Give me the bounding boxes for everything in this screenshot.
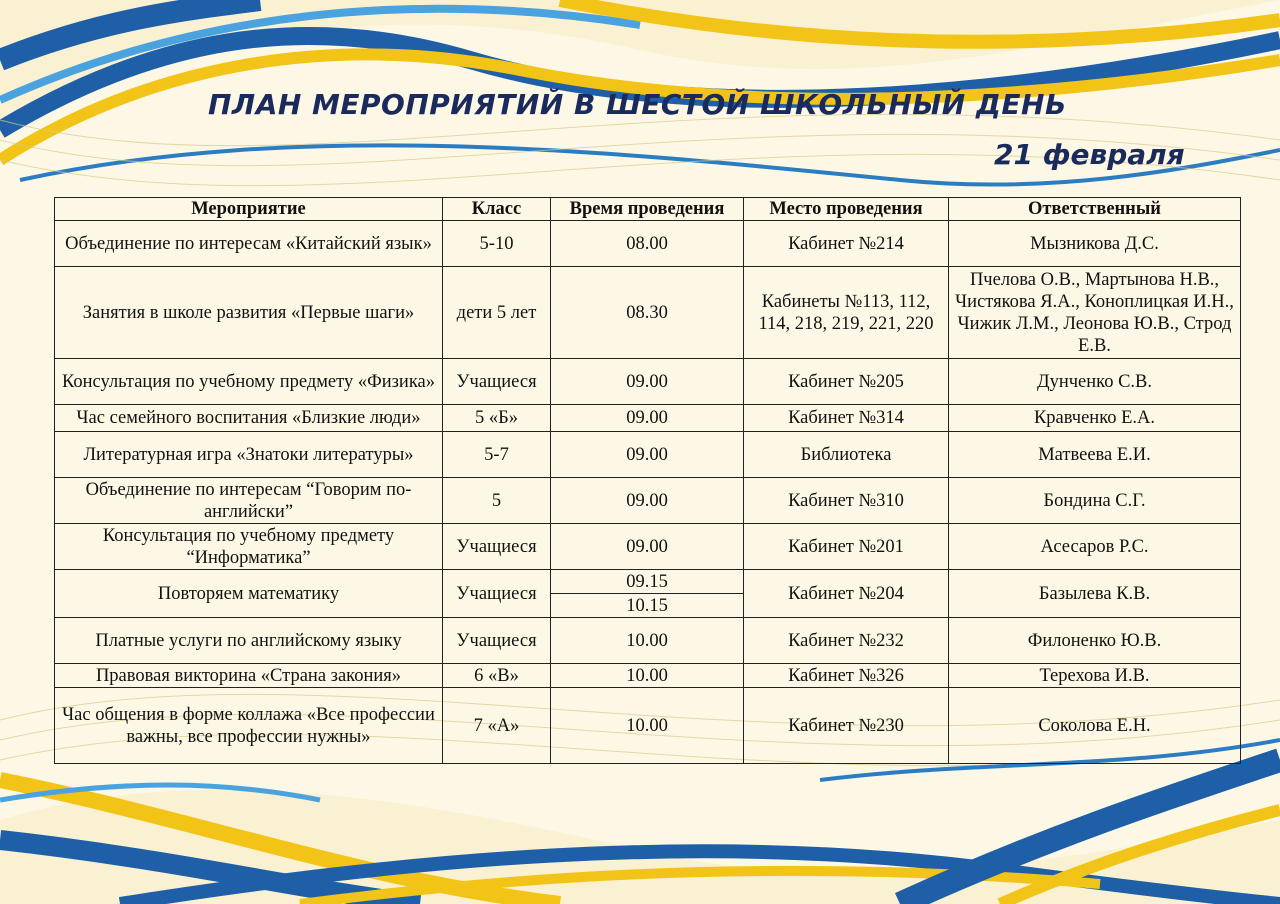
cell-time: 09.15 xyxy=(551,570,744,594)
table-row xyxy=(55,664,1241,688)
table-row xyxy=(55,221,1241,267)
table-header-row xyxy=(55,198,1241,221)
cell-time: 10.00 xyxy=(551,618,744,664)
cell-place: Кабинет №310 xyxy=(744,478,949,524)
table-row xyxy=(55,432,1241,478)
cell-responsible: Соколова Е.Н. xyxy=(949,688,1241,764)
cell-responsible: Дунченко С.В. xyxy=(949,359,1241,405)
table-row xyxy=(55,688,1241,764)
header-event: Мероприятие xyxy=(55,198,443,221)
cell-place: Кабинет №326 xyxy=(744,664,949,688)
table-row xyxy=(55,478,1241,524)
cell-responsible: Терехова И.В. xyxy=(949,664,1241,688)
cell-class: 5-10 xyxy=(443,221,551,267)
cell-time: 09.00 xyxy=(551,432,744,478)
table-row xyxy=(55,618,1241,664)
cell-place: Кабинет №205 xyxy=(744,359,949,405)
page-title: ПЛАН МЕРОПРИЯТИЙ В ШЕСТОЙ ШКОЛЬНЫЙ ДЕНЬ xyxy=(208,88,1067,121)
cell-class: 6 «В» xyxy=(443,664,551,688)
cell-class: Учащиеся xyxy=(443,359,551,405)
cell-place: Кабинеты №113, 112, 114, 218, 219, 221, 220 xyxy=(744,267,949,359)
table-row xyxy=(55,359,1241,405)
cell-class: 5 «Б» xyxy=(443,405,551,432)
cell-responsible: Асесаров Р.С. xyxy=(949,524,1241,570)
header-place: Место проведения xyxy=(744,198,949,221)
cell-event: Правовая викторина «Страна закония» xyxy=(55,664,443,688)
cell-class: Учащиеся xyxy=(443,524,551,570)
cell-time: 09.00 xyxy=(551,405,744,432)
cell-time: 09.00 xyxy=(551,478,744,524)
cell-event: Объединение по интересам «Китайский язык» xyxy=(55,221,443,267)
cell-responsible: Базылева К.В. xyxy=(949,570,1241,618)
cell-place: Кабинет №314 xyxy=(744,405,949,432)
cell-place: Кабинет №214 xyxy=(744,221,949,267)
table-row xyxy=(55,570,1241,594)
cell-time: 09.00 xyxy=(551,359,744,405)
cell-time: 10.00 xyxy=(551,664,744,688)
header-class: Класс xyxy=(443,198,551,221)
cell-class: 5-7 xyxy=(443,432,551,478)
cell-time-second: 10.15 xyxy=(551,594,744,618)
cell-responsible: Кравченко Е.А. xyxy=(949,405,1241,432)
cell-time: 10.00 xyxy=(551,688,744,764)
header-responsible: Ответственный xyxy=(949,198,1241,221)
cell-class: Учащиеся xyxy=(443,570,551,618)
cell-class: Учащиеся xyxy=(443,618,551,664)
cell-event: Повторяем математику xyxy=(55,570,443,618)
table-row xyxy=(55,267,1241,359)
cell-place: Кабинет №201 xyxy=(744,524,949,570)
cell-time: 08.00 xyxy=(551,221,744,267)
cell-responsible: Филоненко Ю.В. xyxy=(949,618,1241,664)
cell-event: Занятия в школе развития «Первые шаги» xyxy=(55,267,443,359)
cell-time: 09.00 xyxy=(551,524,744,570)
cell-event: Консультация по учебному предмету «Физика» xyxy=(55,359,443,405)
cell-event: Час общения в форме коллажа «Все профессии важны, все профессии нужны» xyxy=(55,688,443,764)
cell-class: дети 5 лет xyxy=(443,267,551,359)
cell-event: Платные услуги по английскому языку xyxy=(55,618,443,664)
cell-responsible: Пчелова О.В., Мартынова Н.В., Чистякова Я.А., Коноплицкая И.Н., Чижик Л.М., Леонова Ю.В., Строд Е.В. xyxy=(949,267,1241,359)
event-date: 21 февраля xyxy=(994,138,1185,171)
cell-class: 5 xyxy=(443,478,551,524)
cell-place: Кабинет №204 xyxy=(744,570,949,618)
cell-responsible: Бондина С.Г. xyxy=(949,478,1241,524)
cell-event: Литературная игра «Знатоки литературы» xyxy=(55,432,443,478)
schedule-table xyxy=(54,197,1241,764)
cell-responsible: Мызникова Д.С. xyxy=(949,221,1241,267)
cell-class: 7 «А» xyxy=(443,688,551,764)
cell-place: Кабинет №230 xyxy=(744,688,949,764)
table-row xyxy=(55,405,1241,432)
header-time: Время проведения xyxy=(551,198,744,221)
cell-event: Объединение по интересам “Говорим по-английски” xyxy=(55,478,443,524)
cell-time: 08.30 xyxy=(551,267,744,359)
cell-event: Консультация по учебному предмету “Информатика” xyxy=(55,524,443,570)
table-row xyxy=(55,524,1241,570)
cell-responsible: Матвеева Е.И. xyxy=(949,432,1241,478)
cell-event: Час семейного воспитания «Близкие люди» xyxy=(55,405,443,432)
cell-place: Библиотека xyxy=(744,432,949,478)
cell-place: Кабинет №232 xyxy=(744,618,949,664)
